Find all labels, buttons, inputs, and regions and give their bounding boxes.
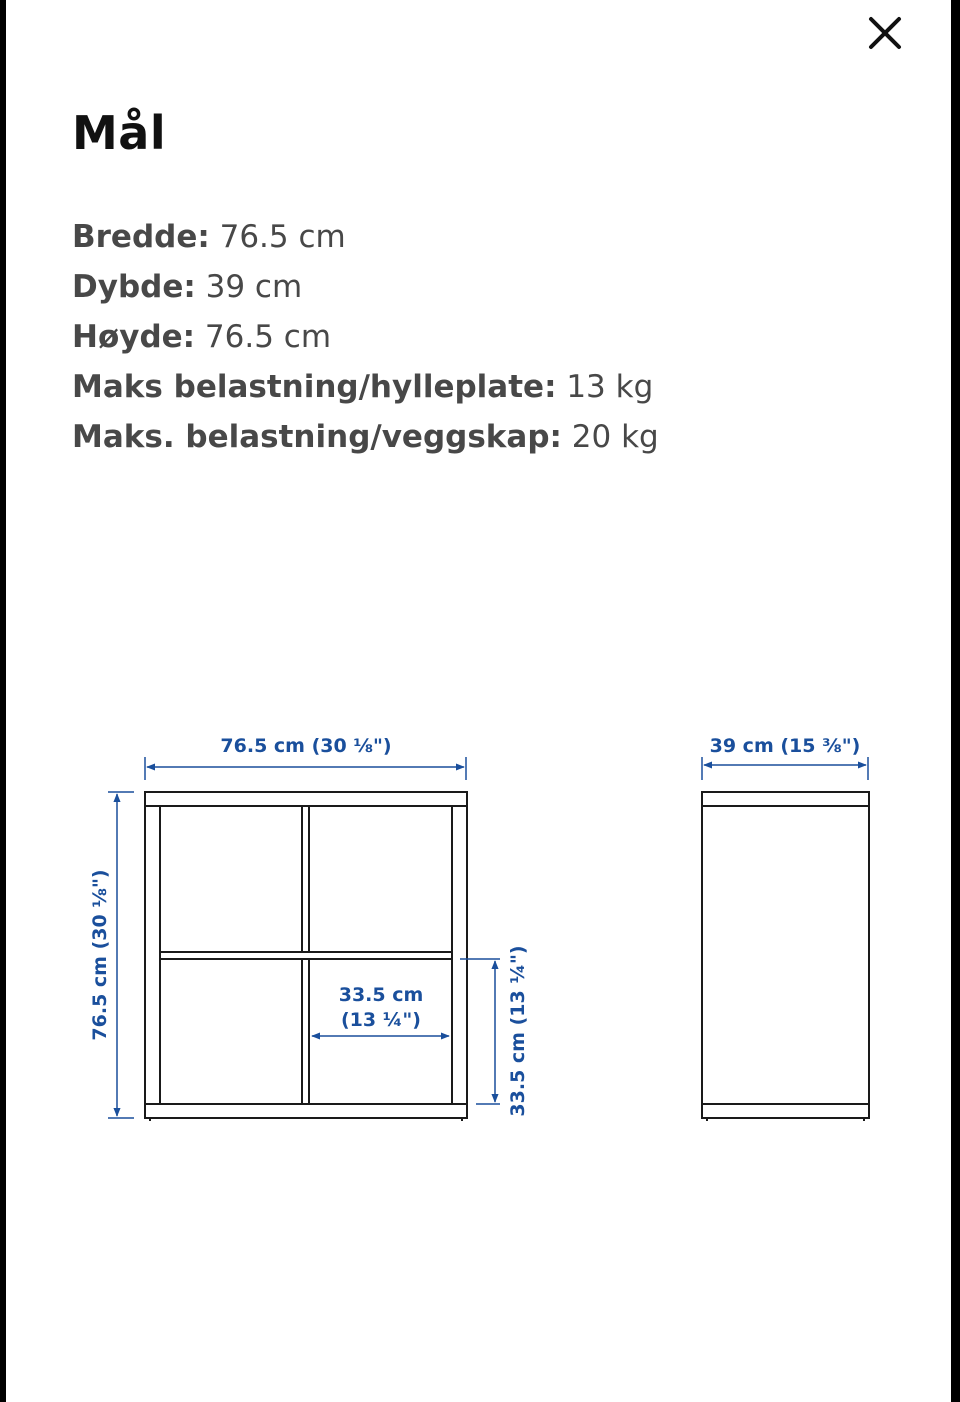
spec-label: Dybde: [72, 269, 196, 305]
front-height-label: 76.5 cm (30 ⅛") [89, 869, 111, 1041]
compartment-width-in: (13 ¼") [341, 1009, 421, 1031]
compartment-width-cm: 33.5 cm [338, 984, 424, 1006]
front-height-dimension [89, 792, 134, 1118]
side-view [702, 792, 869, 1121]
front-width-label: 76.5 cm (30 ⅛") [220, 735, 392, 757]
side-depth-label: 39 cm (15 ⅜") [709, 735, 861, 757]
front-view [145, 792, 467, 1121]
spec-label: Maks. belastning/veggskap: [72, 419, 562, 455]
bottom-panel [145, 1104, 467, 1118]
spec-value: 13 kg [566, 369, 654, 405]
front-width-dimension [145, 735, 466, 780]
spec-value: 76.5 cm [204, 319, 332, 355]
spec-value: 39 cm [205, 269, 303, 305]
page-title: Mål [72, 106, 167, 160]
spec-value: 20 kg [571, 419, 659, 455]
spec-label: Maks belastning/hylleplate: [72, 369, 557, 405]
compartment-width-dimension [312, 984, 449, 1036]
side-top-panel [702, 792, 869, 806]
side-depth-dimension [702, 735, 868, 780]
compartment-height-dimension [460, 945, 529, 1116]
compartment-height-label: 33.5 cm (13 ¼") [507, 945, 529, 1117]
left-side-panel [145, 806, 160, 1104]
side-bottom-panel [702, 1104, 869, 1118]
side-body [702, 806, 869, 1104]
right-side-panel [452, 806, 467, 1104]
spec-value: 76.5 cm [219, 219, 346, 255]
spec-label: Høyde: [72, 319, 196, 355]
top-panel [145, 792, 467, 806]
horizontal-shelf [160, 952, 452, 959]
spec-label: Bredde: [72, 219, 210, 255]
